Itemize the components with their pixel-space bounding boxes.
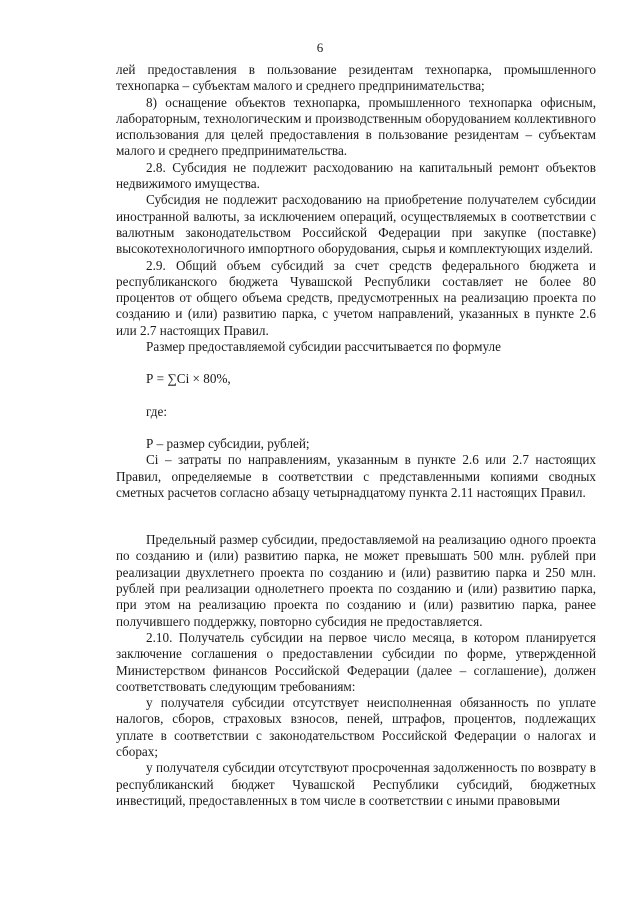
page-number: 6 [316,40,324,55]
paragraph-2-8: 2.8. Субсидия не подлежит расходованию на капитальный ремонт объектов недвижимого имущества. [116,159,596,192]
paragraph-continuation: лей предоставления в пользование резидентам технопарка, промышленного технопарка – субъектам малого и среднего предпринимательства; [116,62,596,94]
paragraph-2-9: 2.9. Общий объем субсидий за счет средств федерального бюджета и республиканского бюджета Чувашской Республики составляет не более 80 процентов от общего объема средств, предусмотренных на реализацию проекта по созданию и (или) развитию парка, с учетом направлений, указанных в пункте 2.6 или 2.7 настоящих Правил. [116,257,596,338]
paragraph-currency: Субсидия не подлежит расходованию на приобретение получателем субсидии иностранной валюты, за исключением операций, осуществляемых в соответствии с валютным законодательством Российской Федерации при закупке (поставке) высокотехнологичного импортного оборудования, сырья и комплектующих изделий. [116,192,596,257]
paragraph-requirement-taxes: у получателя субсидии отсутствует неисполненная обязанность по уплате налогов, сборов, страховых взносов, пеней, штрафов, процентов, подлежащих уплате в соответствии с законодательством Российской Федерации о налогах и сборах; [116,695,596,759]
definition-ci: Ci – затраты по направлениям, указанным в пункте 2.6 или 2.7 настоящих Правил, определяемые в соответствии с представленными копиями сводных сметных расчетов согласно абзацу четырнадцатому пункта 2.11 настоящих Правил. [116,452,596,500]
definition-p: Р – размер субсидии, рублей; [146,435,310,451]
paragraph-formula-intro: Размер предоставляемой субсидии рассчитывается по формуле [146,339,501,355]
paragraph-requirement-debt: у получателя субсидии отсутствуют просроченная задолженность по возврату в республиканский бюджет Чувашской Республики субсидий, бюджетных инвестиций, предоставленных в том числе в соответствии с иными правовыми [116,760,596,808]
formula-where: где: [146,403,167,419]
paragraph-max-subsidy: Предельный размер субсидии, предоставляемой на реализацию одного проекта по созданию и (или) развитию парка, не может превышать 500 млн. рублей при реализации двухлетнего проекта по созданию и (или) развитию парка и 250 млн. рублей при реализации однолетнего проекта по созданию и (или) развитию парка, при этом на реализацию проекта по созданию и (или) развитию парка, ранее получившего поддержку, повторно субсидия не предоставляется. [116,532,596,629]
paragraph-item-8: 8) оснащение объектов технопарка, промышленного технопарка офисным, лабораторным, технологическим и производственным оборудованием коллективного использования для целей предоставления в пользование резидентам – субъектам малого и среднего предпринимательства. [116,94,596,159]
formula: Р = ∑Ci × 80%, [146,371,231,387]
document-body [116,62,596,809]
paragraph-2-10: 2.10. Получатель субсидии на первое число месяца, в котором планируется заключение соглашения о предоставлении субсидии по форме, утвержденной Министерством финансов Российской Федерации (далее – соглашение), должен соответствовать следующим требованиям: [116,629,596,694]
